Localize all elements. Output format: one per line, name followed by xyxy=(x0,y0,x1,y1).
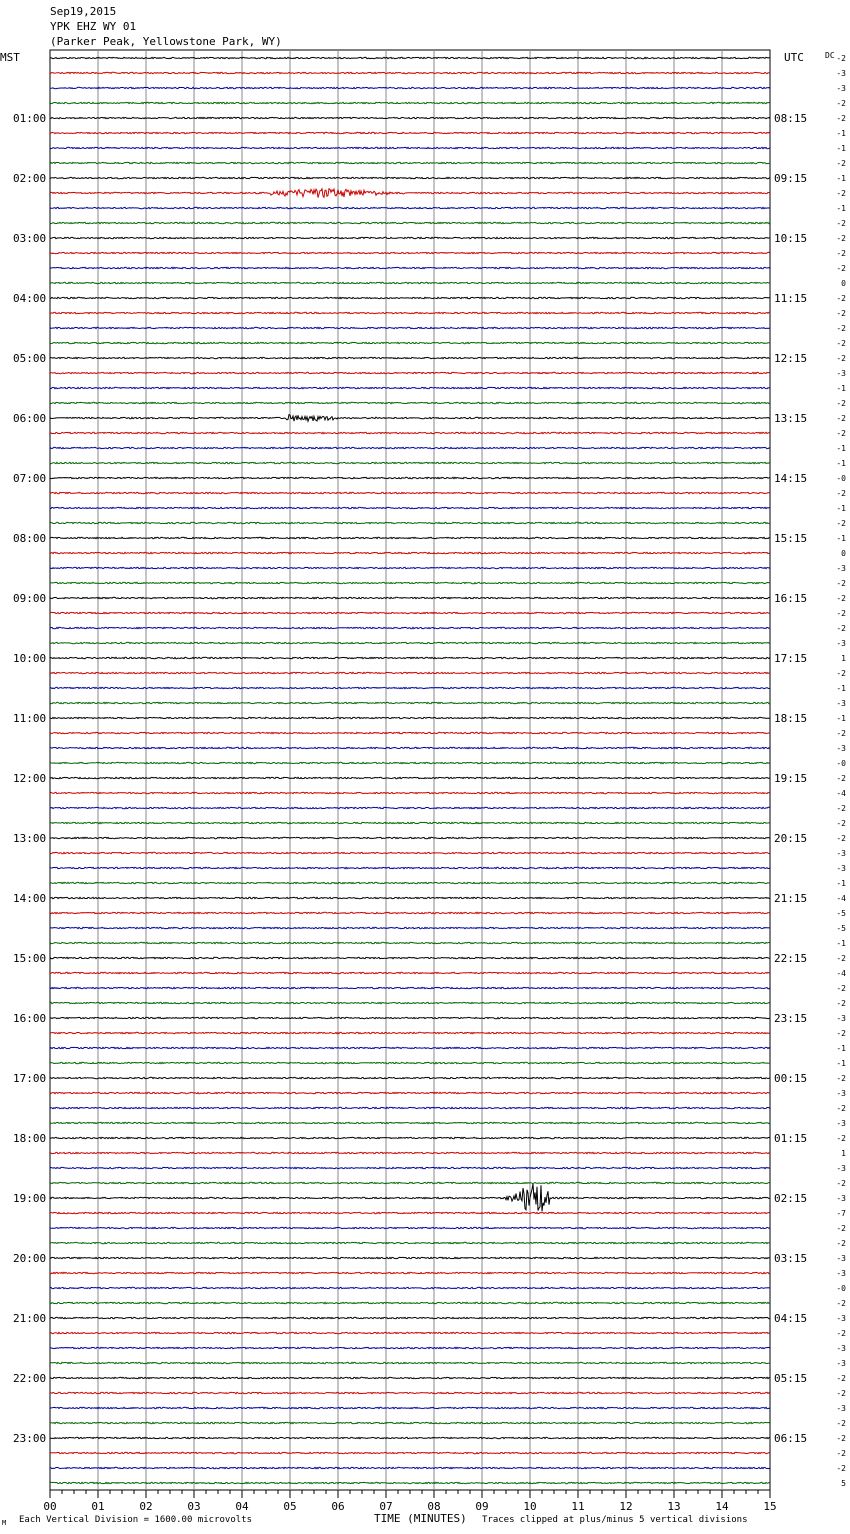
trace-line xyxy=(50,582,770,583)
station-code: YPK EHZ WY 01 xyxy=(50,20,137,33)
dc-offset-label: -1 xyxy=(836,534,846,543)
x-tick-label: 08 xyxy=(427,1500,441,1513)
hour-label-left: 11:00 xyxy=(13,712,47,725)
dc-offset-label: -2 xyxy=(836,1104,846,1113)
dc-offset-label: -2 xyxy=(836,1074,846,1083)
trace-line xyxy=(50,882,770,883)
x-tick-label: 00 xyxy=(43,1500,57,1513)
x-tick-label: 05 xyxy=(283,1500,297,1513)
trace-line xyxy=(50,807,770,808)
hour-label-left: 07:00 xyxy=(13,472,47,485)
trace-line xyxy=(50,792,770,793)
trace-line xyxy=(50,1467,770,1468)
x-tick-label: 03 xyxy=(187,1500,201,1513)
trace-line xyxy=(50,687,770,688)
hour-label-left: 08:00 xyxy=(13,532,47,545)
dc-offset-label: -2 xyxy=(836,1299,846,1308)
trace-line xyxy=(50,957,770,958)
x-tick-label: 14 xyxy=(715,1500,729,1513)
hour-label-left: 22:00 xyxy=(13,1372,47,1385)
trace-line xyxy=(50,267,770,268)
dc-offset-label: -3 xyxy=(836,849,846,858)
trace-line xyxy=(50,297,770,298)
x-tick-label: 06 xyxy=(331,1500,345,1513)
trace-line xyxy=(50,1452,770,1453)
trace-line xyxy=(50,867,770,868)
trace-line xyxy=(50,1092,770,1093)
dc-offset-label: -2 xyxy=(836,309,846,318)
trace-line xyxy=(50,552,770,553)
x-tick-label: 12 xyxy=(619,1500,633,1513)
dc-offset-label: -2 xyxy=(836,609,846,618)
hour-label-right: 16:15 xyxy=(774,592,808,605)
hour-label-right: 06:15 xyxy=(774,1432,808,1445)
dc-offset-label: -2 xyxy=(836,234,846,243)
hour-label-right: 21:15 xyxy=(774,892,808,905)
dc-offset-label: -2 xyxy=(836,1389,846,1398)
dc-offset-label: -3 xyxy=(836,699,846,708)
hour-label-right: 00:15 xyxy=(774,1072,808,1085)
dc-offset-label: -4 xyxy=(836,894,846,903)
x-axis-title: TIME (MINUTES) xyxy=(374,1512,467,1525)
trace-line xyxy=(50,1407,770,1408)
trace-line xyxy=(50,432,770,433)
trace-line xyxy=(50,972,770,973)
trace-line xyxy=(50,282,770,283)
trace-line xyxy=(50,252,770,253)
dc-offset-label: -5 xyxy=(836,924,846,933)
trace-line xyxy=(50,717,770,718)
hour-label-left: 12:00 xyxy=(13,772,47,785)
hour-label-right: 18:15 xyxy=(774,712,808,725)
trace-line xyxy=(50,1047,770,1048)
trace-line xyxy=(50,1302,770,1303)
dc-offset-label: -3 xyxy=(836,564,846,573)
dc-offset-label: -2 xyxy=(836,99,846,108)
trace-line xyxy=(50,1122,770,1123)
dc-header-label: DC xyxy=(825,51,835,60)
dc-offset-label: 0 xyxy=(841,549,846,558)
dc-offset-label: -3 xyxy=(836,1194,846,1203)
trace-line xyxy=(50,477,770,478)
dc-offset-label: -3 xyxy=(836,1404,846,1413)
left-timezone-label: MST xyxy=(0,51,20,64)
hour-label-right: 15:15 xyxy=(774,532,808,545)
trace-line xyxy=(50,222,770,223)
trace-line xyxy=(50,415,770,422)
trace-line xyxy=(50,657,770,658)
corner-mark: M xyxy=(2,1519,7,1527)
dc-offset-label: -3 xyxy=(836,1269,846,1278)
trace-line xyxy=(50,1242,770,1243)
x-tick-label: 10 xyxy=(523,1500,537,1513)
dc-offset-label: -1 xyxy=(836,459,846,468)
hour-label-left: 21:00 xyxy=(13,1312,47,1325)
hour-label-left: 13:00 xyxy=(13,832,47,845)
trace-line xyxy=(50,357,770,358)
dc-offset-label: -2 xyxy=(836,594,846,603)
dc-offset-label: -2 xyxy=(836,324,846,333)
dc-offset-label: -1 xyxy=(836,714,846,723)
trace-line xyxy=(50,747,770,748)
dc-offset-label: -2 xyxy=(836,954,846,963)
dc-offset-label: -5 xyxy=(836,909,846,918)
dc-offset-label: -1 xyxy=(836,144,846,153)
dc-offset-label: -2 xyxy=(836,429,846,438)
trace-line xyxy=(50,237,770,238)
hour-label-left: 14:00 xyxy=(13,892,47,905)
hour-label-left: 17:00 xyxy=(13,1072,47,1085)
dc-offset-label: -1 xyxy=(836,174,846,183)
hour-label-right: 09:15 xyxy=(774,172,808,185)
hour-label-left: 02:00 xyxy=(13,172,47,185)
dc-offset-label: -3 xyxy=(836,69,846,78)
hour-label-right: 23:15 xyxy=(774,1012,808,1025)
hour-label-left: 05:00 xyxy=(13,352,47,365)
trace-line xyxy=(50,612,770,613)
trace-line xyxy=(50,897,770,898)
dc-offset-label: -2 xyxy=(836,54,846,63)
trace-line xyxy=(50,327,770,328)
trace-line xyxy=(50,1287,770,1288)
dc-offset-label: -3 xyxy=(836,864,846,873)
trace-line xyxy=(50,1184,770,1212)
hour-label-left: 15:00 xyxy=(13,952,47,965)
hour-label-right: 05:15 xyxy=(774,1372,808,1385)
dc-offset-label: -2 xyxy=(836,1464,846,1473)
trace-line xyxy=(50,777,770,778)
dc-offset-label: -2 xyxy=(836,1134,846,1143)
dc-offset-label: -2 xyxy=(836,1449,846,1458)
dc-offset-label: -0 xyxy=(836,474,846,483)
dc-offset-label: -1 xyxy=(836,384,846,393)
trace-line xyxy=(50,852,770,853)
dc-offset-label: -2 xyxy=(836,189,846,198)
dc-offset-label: -2 xyxy=(836,264,846,273)
dc-offset-label: -2 xyxy=(836,669,846,678)
plot-frame xyxy=(50,50,770,1490)
dc-offset-label: -2 xyxy=(836,414,846,423)
dc-offset-label: -3 xyxy=(836,1089,846,1098)
dc-offset-label: -2 xyxy=(836,999,846,1008)
dc-offset-label: 0 xyxy=(841,279,846,288)
trace-line xyxy=(50,57,770,58)
dc-offset-label: -1 xyxy=(836,939,846,948)
dc-offset-label: -1 xyxy=(836,1044,846,1053)
trace-line xyxy=(50,462,770,463)
trace-line xyxy=(50,702,770,703)
trace-line xyxy=(50,1062,770,1063)
station-location: (Parker Peak, Yellowstone Park, WY) xyxy=(50,35,282,48)
dc-offset-label: -2 xyxy=(836,249,846,258)
dc-offset-label: -2 xyxy=(836,624,846,633)
dc-offset-label: -2 xyxy=(836,834,846,843)
dc-offset-label: -0 xyxy=(836,1284,846,1293)
trace-line xyxy=(50,762,770,763)
dc-offset-label: -2 xyxy=(836,354,846,363)
dc-offset-label: -2 xyxy=(836,339,846,348)
hour-label-left: 10:00 xyxy=(13,652,47,665)
trace-line xyxy=(50,1182,770,1183)
hour-label-right: 03:15 xyxy=(774,1252,808,1265)
trace-line xyxy=(50,1332,770,1333)
dc-offset-label: -4 xyxy=(836,969,846,978)
trace-line xyxy=(50,1317,770,1318)
hour-label-right: 20:15 xyxy=(774,832,808,845)
dc-offset-label: -1 xyxy=(836,684,846,693)
hour-label-left: 06:00 xyxy=(13,412,47,425)
trace-line xyxy=(50,1077,770,1078)
dc-offset-label: -2 xyxy=(836,1419,846,1428)
trace-line xyxy=(50,447,770,448)
trace-line xyxy=(50,312,770,313)
trace-line xyxy=(50,1272,770,1273)
dc-offset-label: -7 xyxy=(836,1209,846,1218)
trace-line xyxy=(50,1482,770,1483)
hour-label-left: 23:00 xyxy=(13,1432,47,1445)
trace-line xyxy=(50,837,770,838)
trace-lines xyxy=(50,57,770,1483)
dc-offset-label: 1 xyxy=(841,654,846,663)
trace-line xyxy=(50,1152,770,1153)
hour-label-right: 08:15 xyxy=(774,112,808,125)
dc-offset-label: -2 xyxy=(836,1029,846,1038)
dc-offset-label: -0 xyxy=(836,759,846,768)
hour-label-right: 10:15 xyxy=(774,232,808,245)
trace-line xyxy=(50,372,770,373)
dc-offset-label: -3 xyxy=(836,1164,846,1173)
trace-line xyxy=(50,537,770,538)
trace-line xyxy=(50,642,770,643)
hour-label-right: 02:15 xyxy=(774,1192,808,1205)
trace-line xyxy=(50,1227,770,1228)
trace-line xyxy=(50,189,770,198)
trace-line xyxy=(50,987,770,988)
hour-label-left: 09:00 xyxy=(13,592,47,605)
dc-offset-label: -2 xyxy=(836,1224,846,1233)
dc-offset-label: -3 xyxy=(836,1314,846,1323)
trace-line xyxy=(50,177,770,178)
hour-label-right: 19:15 xyxy=(774,772,808,785)
trace-line xyxy=(50,1017,770,1018)
trace-line xyxy=(50,1422,770,1423)
dc-offset-label: -2 xyxy=(836,294,846,303)
hour-label-left: 04:00 xyxy=(13,292,47,305)
hour-label-left: 20:00 xyxy=(13,1252,47,1265)
dc-offset-label: -3 xyxy=(836,744,846,753)
trace-line xyxy=(50,207,770,208)
hour-label-right: 01:15 xyxy=(774,1132,808,1145)
hour-label-right: 22:15 xyxy=(774,952,808,965)
hour-label-left: 19:00 xyxy=(13,1192,47,1205)
x-tick-label: 11 xyxy=(571,1500,585,1513)
dc-offset-label: -3 xyxy=(836,1359,846,1368)
dc-offset-label: -3 xyxy=(836,1344,846,1353)
trace-line xyxy=(50,1362,770,1363)
trace-line xyxy=(50,147,770,148)
trace-line xyxy=(50,1107,770,1108)
hour-label-left: 18:00 xyxy=(13,1132,47,1145)
trace-line xyxy=(50,342,770,343)
x-tick-label: 07 xyxy=(379,1500,393,1513)
trace-line xyxy=(50,492,770,493)
trace-line xyxy=(50,507,770,508)
trace-line xyxy=(50,1392,770,1393)
trace-line xyxy=(50,132,770,133)
trace-line xyxy=(50,522,770,523)
dc-offset-label: -2 xyxy=(836,159,846,168)
x-tick-label: 09 xyxy=(475,1500,489,1513)
hour-label-right: 12:15 xyxy=(774,352,808,365)
trace-line xyxy=(50,927,770,928)
trace-line xyxy=(50,72,770,73)
trace-line xyxy=(50,1002,770,1003)
dc-offset-label: -2 xyxy=(836,819,846,828)
dc-offset-label: -2 xyxy=(836,579,846,588)
dc-offset-label: 5 xyxy=(841,1479,846,1488)
dc-offset-label: 1 xyxy=(841,1149,846,1158)
hour-label-right: 17:15 xyxy=(774,652,808,665)
trace-line xyxy=(50,732,770,733)
trace-line xyxy=(50,1257,770,1258)
dc-offset-label: -2 xyxy=(836,1329,846,1338)
dc-offset-label: -2 xyxy=(836,804,846,813)
trace-line xyxy=(50,597,770,598)
dc-offset-label: -2 xyxy=(836,114,846,123)
hour-label-right: 14:15 xyxy=(774,472,808,485)
trace-line xyxy=(50,1347,770,1348)
trace-line xyxy=(50,912,770,913)
dc-offset-label: -3 xyxy=(836,1119,846,1128)
trace-line xyxy=(50,942,770,943)
dc-offset-label: -2 xyxy=(836,1239,846,1248)
trace-line xyxy=(50,1377,770,1378)
clip-note: Traces clipped at plus/minus 5 vertical divisions xyxy=(482,1515,748,1525)
x-tick-label: 02 xyxy=(139,1500,153,1513)
dc-offset-label: -2 xyxy=(836,729,846,738)
axis-labels xyxy=(0,51,846,1513)
trace-line xyxy=(50,117,770,118)
dc-offset-label: -3 xyxy=(836,1014,846,1023)
dc-offset-label: -3 xyxy=(836,369,846,378)
trace-line xyxy=(50,1032,770,1033)
hour-label-left: 01:00 xyxy=(13,112,47,125)
trace-line xyxy=(50,162,770,163)
x-tick-label: 13 xyxy=(667,1500,681,1513)
dc-offset-label: -3 xyxy=(836,84,846,93)
trace-line xyxy=(50,1212,770,1213)
trace-line xyxy=(50,102,770,103)
dc-offset-label: -2 xyxy=(836,1374,846,1383)
grid-lines xyxy=(50,50,770,1490)
trace-line xyxy=(50,1137,770,1138)
dc-offset-label: -1 xyxy=(836,879,846,888)
dc-offset-label: -2 xyxy=(836,1179,846,1188)
dc-offset-label: -2 xyxy=(836,519,846,528)
dc-offset-label: -1 xyxy=(836,1059,846,1068)
dc-offset-label: -1 xyxy=(836,204,846,213)
trace-line xyxy=(50,87,770,88)
hour-label-right: 11:15 xyxy=(774,292,808,305)
hour-label-right: 13:15 xyxy=(774,412,808,425)
dc-offset-label: -2 xyxy=(836,774,846,783)
x-tick-label: 15 xyxy=(763,1500,777,1513)
trace-line xyxy=(50,822,770,823)
dc-offset-label: -1 xyxy=(836,504,846,513)
x-tick-label: 04 xyxy=(235,1500,249,1513)
trace-line xyxy=(50,672,770,673)
hour-label-left: 03:00 xyxy=(13,232,47,245)
trace-line xyxy=(50,1167,770,1168)
dc-offset-label: -2 xyxy=(836,489,846,498)
dc-offset-label: -3 xyxy=(836,1254,846,1263)
trace-line xyxy=(50,387,770,388)
dc-offset-label: -2 xyxy=(836,219,846,228)
trace-line xyxy=(50,1437,770,1438)
recording-date: Sep19,2015 xyxy=(50,5,117,18)
dc-offset-label: -4 xyxy=(836,789,846,798)
hour-label-left: 16:00 xyxy=(13,1012,47,1025)
dc-offset-label: -1 xyxy=(836,129,846,138)
trace-line xyxy=(50,627,770,628)
dc-offset-label: -2 xyxy=(836,984,846,993)
dc-offset-label: -3 xyxy=(836,639,846,648)
x-tick-label: 01 xyxy=(91,1500,105,1513)
dc-offset-label: -2 xyxy=(836,1434,846,1443)
hour-label-right: 04:15 xyxy=(774,1312,808,1325)
right-timezone-label: UTC xyxy=(784,51,804,64)
dc-offset-label: -1 xyxy=(836,444,846,453)
dc-offset-label: -2 xyxy=(836,399,846,408)
trace-line xyxy=(50,567,770,568)
trace-line xyxy=(50,402,770,403)
scale-note: Each Vertical Division = 1600.00 microvolts xyxy=(19,1515,252,1525)
